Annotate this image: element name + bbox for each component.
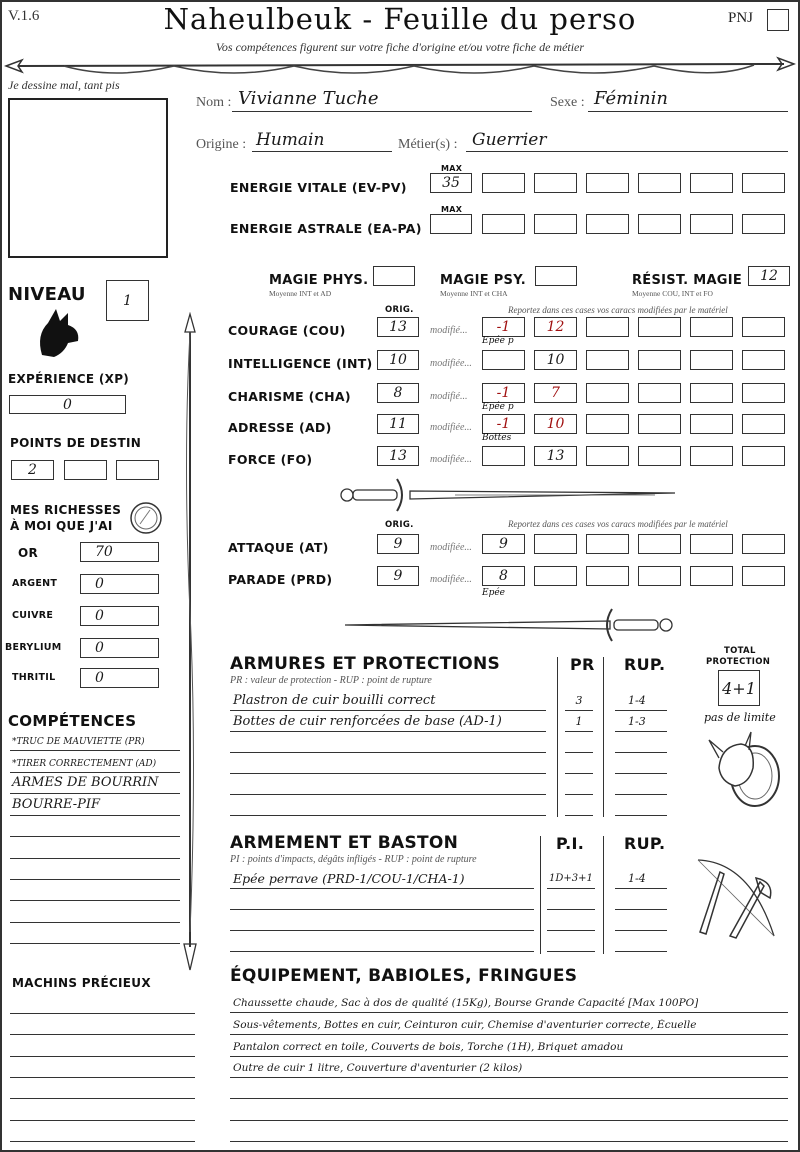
armor-pr-line xyxy=(565,815,593,816)
combat-extra-box[interactable] xyxy=(534,566,577,586)
richesses-label-1: MES RICHESSES xyxy=(10,503,122,517)
competence-line xyxy=(10,879,180,880)
stat-modifier-box[interactable] xyxy=(482,350,525,370)
ea-label: ENERGIE ASTRALE (EA-PA) xyxy=(230,221,422,236)
total-protection-label-2: PROTECTION xyxy=(706,657,771,667)
armor-line xyxy=(230,794,546,795)
ea-tracker-box[interactable] xyxy=(482,214,525,234)
stat-modifier-note: Epée p xyxy=(482,402,514,412)
machins-line xyxy=(10,1120,195,1121)
magie-phys-label: MAGIE PHYS. xyxy=(269,273,369,288)
origine-label: Origine : xyxy=(196,137,247,152)
page-subtitle: Vos compétences figurent sur votre fiche d'origine et/ou votre fiche de métier xyxy=(215,40,585,54)
stat-modified-value-box[interactable]: 13 xyxy=(534,446,577,466)
armor-rup-header: RUP. xyxy=(624,655,666,674)
ea-tracker-box[interactable] xyxy=(586,214,629,234)
origine-underline xyxy=(252,151,392,152)
competence-line xyxy=(10,772,180,773)
armor-rup-line xyxy=(615,794,667,795)
stat-orig-box[interactable]: 13 xyxy=(377,317,419,337)
total-protection-box[interactable]: 4+1 xyxy=(718,670,760,706)
xp-label: EXPÉRIENCE (XP) xyxy=(8,372,130,386)
magie-phys-sub: Moyenne INT et AD xyxy=(269,289,332,298)
portrait-box[interactable] xyxy=(8,98,168,258)
nom-underline xyxy=(232,111,532,112)
money-label: ARGENT xyxy=(12,578,58,589)
armor-rup-line xyxy=(615,752,667,753)
competence-line xyxy=(10,793,180,794)
combat-modified-box[interactable]: 8 xyxy=(482,566,525,586)
competences-label: COMPÉTENCES xyxy=(8,712,137,730)
armor-item-name[interactable]: Plastron de cuir bouilli correct xyxy=(233,693,436,708)
armor-rup-line xyxy=(615,815,667,816)
combat-extra-box[interactable] xyxy=(742,566,785,586)
stat-extra-box[interactable] xyxy=(586,350,629,370)
armor-divider-1 xyxy=(557,657,558,817)
ea-tracker-box[interactable] xyxy=(638,214,681,234)
armor-pr-line xyxy=(565,710,593,711)
destin-box-1[interactable]: 2 xyxy=(11,460,54,480)
combat-modified-box[interactable]: 9 xyxy=(482,534,525,554)
equipment-title: ÉQUIPEMENT, BABIOLES, FRINGUES xyxy=(230,966,578,986)
stat-modified-value-box[interactable]: 7 xyxy=(534,383,577,403)
stat-extra-box[interactable] xyxy=(638,383,681,403)
ev-label: ENERGIE VITALE (EV-PV) xyxy=(230,180,407,195)
richesses-label-2: À MOI QUE J'AI xyxy=(10,519,113,533)
combat-extra-box[interactable] xyxy=(690,566,733,586)
weapon-item-pi[interactable]: 1D+3+1 xyxy=(549,873,593,884)
equipment-item[interactable]: Chaussette chaude, Sac à dos de qualité (15Kg), Bourse Grande Capacité [Max 100PO] xyxy=(233,997,699,1009)
equipment-item[interactable]: Sous-vêtements, Bottes en cuir, Ceinturon cuir, Chemise d'aventurier correcte, Écuelle xyxy=(233,1019,697,1031)
machins-line xyxy=(10,1034,195,1035)
magie-phys-box[interactable] xyxy=(373,266,415,286)
stat-extra-box[interactable] xyxy=(690,446,733,466)
combat-label: ATTAQUE (AT) xyxy=(228,540,329,555)
stat-extra-box[interactable] xyxy=(742,446,785,466)
ea-tracker-box[interactable] xyxy=(534,214,577,234)
stat-modified-value-box[interactable]: 10 xyxy=(534,350,577,370)
dragon-icon xyxy=(34,305,84,360)
stat-extra-box[interactable] xyxy=(638,350,681,370)
stat-extra-box[interactable] xyxy=(690,383,733,403)
resist-magie-sub: Moyenne COU, INT et FO xyxy=(632,289,713,298)
ea-tracker-box[interactable] xyxy=(742,214,785,234)
magie-psy-label: MAGIE PSY. xyxy=(440,273,527,288)
armor-item-pr[interactable]: 1 xyxy=(575,715,583,728)
ea-max-box[interactable] xyxy=(430,214,472,234)
stat-orig-box[interactable]: 11 xyxy=(377,414,419,434)
weapons-divider-2 xyxy=(603,836,604,954)
destin-box-2[interactable] xyxy=(64,460,107,480)
stat-extra-box[interactable] xyxy=(586,414,629,434)
armor-pr-header: PR xyxy=(570,655,595,674)
stat-label: CHARISME (CHA) xyxy=(228,389,351,404)
combat-extra-box[interactable] xyxy=(638,566,681,586)
money-value-box[interactable]: 0 xyxy=(80,638,159,658)
pnj-label: PNJ xyxy=(728,10,754,26)
stat-modified-label: modifiée... xyxy=(430,358,472,369)
machins-line xyxy=(10,1141,195,1142)
stat-extra-box[interactable] xyxy=(742,317,785,337)
helmet-shield-icon xyxy=(705,728,785,813)
stat-modifier-box[interactable]: -1 xyxy=(482,383,525,403)
armor-title: ARMURES ET PROTECTIONS xyxy=(230,654,501,674)
weapons-title: ARMEMENT ET BASTON xyxy=(230,833,459,853)
combat-orig-box[interactable]: 9 xyxy=(377,534,419,554)
stat-modifier-note: Bottes xyxy=(482,433,512,443)
stat-extra-box[interactable] xyxy=(742,383,785,403)
weapon-rup-line xyxy=(615,951,667,952)
sexe-underline xyxy=(588,111,788,112)
combat-extra-box[interactable] xyxy=(690,534,733,554)
stat-orig-box[interactable]: 8 xyxy=(377,383,419,403)
armor-pr-line xyxy=(565,773,593,774)
ev-max-label: MAX xyxy=(441,164,463,173)
magie-psy-box[interactable] xyxy=(535,266,577,286)
armor-rup-line xyxy=(615,731,667,732)
ev-tracker-box[interactable] xyxy=(482,173,525,193)
equipment-line xyxy=(230,1120,788,1121)
metier-label: Métier(s) : xyxy=(398,137,458,152)
stat-extra-box[interactable] xyxy=(638,317,681,337)
machins-line xyxy=(10,1098,195,1099)
weapon-pi-line xyxy=(547,930,595,931)
limit-note: pas de limite xyxy=(704,711,776,724)
weapon-rup-line xyxy=(615,930,667,931)
weapon-pi-line xyxy=(547,888,595,889)
stats-orig-label: ORIG. xyxy=(385,305,414,315)
sword-icon xyxy=(335,475,685,515)
stat-extra-box[interactable] xyxy=(638,446,681,466)
equipment-line xyxy=(230,1012,788,1013)
weapon-item-rup[interactable]: 1-4 xyxy=(628,872,646,885)
equipment-line xyxy=(230,1141,788,1142)
money-value-box[interactable]: 70 xyxy=(80,542,159,562)
sexe-field[interactable]: Féminin xyxy=(594,88,668,109)
machins-line xyxy=(10,1013,195,1014)
armor-rup-line xyxy=(615,773,667,774)
stat-label: INTELLIGENCE (INT) xyxy=(228,356,373,371)
pnj-checkbox[interactable] xyxy=(767,9,789,31)
combat-extra-box[interactable] xyxy=(586,566,629,586)
weapon-line xyxy=(230,951,534,952)
weapon-line xyxy=(230,909,534,910)
stat-extra-box[interactable] xyxy=(638,414,681,434)
combat-modified-label: modifiée... xyxy=(430,542,472,553)
resist-magie-box[interactable]: 12 xyxy=(748,266,790,286)
equipment-line xyxy=(230,1034,788,1035)
armor-line xyxy=(230,773,546,774)
competence-line xyxy=(10,815,180,816)
ev-tracker-box[interactable] xyxy=(586,173,629,193)
competence-item[interactable]: BOURRE-PIF xyxy=(12,797,101,812)
combat-extra-box[interactable] xyxy=(586,534,629,554)
combat-modified-label: modifiée... xyxy=(430,574,472,585)
nom-field[interactable]: Vivianne Tuche xyxy=(238,88,379,109)
armor-pr-line xyxy=(565,752,593,753)
weapons-divider-1 xyxy=(540,836,541,954)
spear-icon xyxy=(180,312,200,972)
weapon-line xyxy=(230,888,534,889)
money-label: BERYLIUM xyxy=(5,642,62,653)
armor-rup-line xyxy=(615,710,667,711)
equipment-item[interactable]: Outre de cuir 1 litre, Couverture d'aventurier (2 kilos) xyxy=(233,1062,523,1074)
money-value-box[interactable]: 0 xyxy=(80,574,159,594)
stat-modified-label: modifiée... xyxy=(430,454,472,465)
portrait-caption: Je dessine mal, tant pis xyxy=(8,78,120,92)
stat-modifier-box[interactable] xyxy=(482,446,525,466)
ea-tracker-box[interactable] xyxy=(690,214,733,234)
crossed-weapons-icon xyxy=(690,852,780,942)
ea-max-label: MAX xyxy=(441,205,463,214)
competence-line xyxy=(10,943,180,944)
competence-line xyxy=(10,922,180,923)
stat-extra-box[interactable] xyxy=(742,414,785,434)
sword-icon xyxy=(340,605,690,645)
destin-label: POINTS DE DESTIN xyxy=(10,436,142,450)
equipment-line xyxy=(230,1056,788,1057)
armor-item-pr[interactable]: 3 xyxy=(575,694,583,707)
armor-item-rup[interactable]: 1-3 xyxy=(628,715,646,728)
ev-tracker-box[interactable] xyxy=(690,173,733,193)
equipment-line xyxy=(230,1098,788,1099)
coin-icon xyxy=(128,500,164,536)
armor-divider-2 xyxy=(603,657,604,817)
weapons-subtitle: PI : points d'impacts, dégâts infligés - RUP : point de rupture xyxy=(230,854,477,865)
stat-modified-label: modifié... xyxy=(430,325,468,336)
niveau-label: NIVEAU xyxy=(8,284,86,305)
weapons-rup-header: RUP. xyxy=(624,834,666,853)
nom-label: Nom : xyxy=(196,95,232,110)
weapons-pi-header: P.I. xyxy=(556,834,585,853)
total-protection-label-1: TOTAL xyxy=(724,646,756,656)
resist-magie-label: RÉSIST. MAGIE xyxy=(632,273,743,288)
competence-line xyxy=(10,900,180,901)
combat-extra-box[interactable] xyxy=(638,534,681,554)
weapon-item-name[interactable]: Epée perrave (PRD-1/COU-1/CHA-1) xyxy=(233,871,465,886)
stat-modified-value-box[interactable]: 12 xyxy=(534,317,577,337)
arrow-banner-icon xyxy=(4,56,796,80)
ev-tracker-box[interactable] xyxy=(638,173,681,193)
armor-line xyxy=(230,752,546,753)
stat-modified-value-box[interactable]: 10 xyxy=(534,414,577,434)
weapon-pi-line xyxy=(547,909,595,910)
money-label: THRITIL xyxy=(12,672,56,683)
combat-modifier-note: Epée xyxy=(482,588,505,598)
page-title: Naheulbeuk - Feuille du perso xyxy=(163,2,637,36)
money-label: OR xyxy=(18,546,39,560)
armor-subtitle: PR : valeur de protection - RUP : point de rupture xyxy=(230,675,432,686)
xp-box[interactable]: 0 xyxy=(9,395,126,414)
ev-tracker-box[interactable] xyxy=(534,173,577,193)
stat-label: FORCE (FO) xyxy=(228,452,313,467)
combat-orig-box[interactable]: 9 xyxy=(377,566,419,586)
weapon-line xyxy=(230,930,534,931)
armor-item-name[interactable]: Bottes de cuir renforcées de base (AD-1) xyxy=(233,714,502,729)
armor-item-rup[interactable]: 1-4 xyxy=(628,694,646,707)
stat-modifier-box[interactable]: -1 xyxy=(482,414,525,434)
sexe-label: Sexe : xyxy=(550,95,585,110)
ev-tracker-box[interactable] xyxy=(742,173,785,193)
magie-psy-sub: Moyenne INT et CHA xyxy=(440,289,508,298)
version-label: V.1.6 xyxy=(8,8,40,24)
origine-field[interactable]: Humain xyxy=(256,130,325,150)
combat-report-note: Reportez dans ces cases vos caracs modifiées par le matériel xyxy=(508,519,728,529)
equipment-item[interactable]: Pantalon correct en toile, Couverts de bois, Torche (1H), Briquet amadou xyxy=(233,1041,624,1053)
money-value-box[interactable]: 0 xyxy=(80,668,159,688)
stat-modifier-note: Epée p xyxy=(482,336,514,346)
combat-orig-label: ORIG. xyxy=(385,520,414,530)
stat-extra-box[interactable] xyxy=(586,446,629,466)
stat-extra-box[interactable] xyxy=(690,414,733,434)
stat-modifier-box[interactable]: -1 xyxy=(482,317,525,337)
weapon-rup-line xyxy=(615,888,667,889)
stat-modified-label: modifié... xyxy=(430,391,468,402)
stat-extra-box[interactable] xyxy=(742,350,785,370)
combat-extra-box[interactable] xyxy=(534,534,577,554)
equipment-line xyxy=(230,1077,788,1078)
weapon-pi-line xyxy=(547,951,595,952)
stat-extra-box[interactable] xyxy=(586,383,629,403)
weapon-rup-line xyxy=(615,909,667,910)
machins-line xyxy=(10,1056,195,1057)
competence-item[interactable]: *TIRER CORRECTEMENT (AD) xyxy=(12,759,157,769)
competence-item[interactable]: ARMES DE BOURRIN xyxy=(12,775,159,790)
stat-modified-label: modifiée... xyxy=(430,422,472,433)
money-label: CUIVRE xyxy=(12,610,54,621)
armor-line xyxy=(230,815,546,816)
competence-line xyxy=(10,750,180,751)
armor-line xyxy=(230,710,546,711)
machins-line xyxy=(10,1077,195,1078)
metier-field[interactable]: Guerrier xyxy=(472,130,547,150)
combat-extra-box[interactable] xyxy=(742,534,785,554)
ev-max-box[interactable]: 35 xyxy=(430,173,472,193)
money-value-box[interactable]: 0 xyxy=(80,606,159,626)
competence-line xyxy=(10,836,180,837)
armor-pr-line xyxy=(565,794,593,795)
competence-line xyxy=(10,858,180,859)
armor-line xyxy=(230,731,546,732)
stat-label: COURAGE (COU) xyxy=(228,323,346,338)
armor-pr-line xyxy=(565,731,593,732)
stat-extra-box[interactable] xyxy=(586,317,629,337)
destin-box-3[interactable] xyxy=(116,460,159,480)
niveau-box[interactable]: 1 xyxy=(106,280,149,321)
stats-report-note: Reportez dans ces cases vos caracs modifiées par le matériel xyxy=(508,305,728,315)
stat-extra-box[interactable] xyxy=(690,317,733,337)
machins-precieux-label: MACHINS PRÉCIEUX xyxy=(12,976,151,990)
metier-underline xyxy=(466,151,788,152)
stat-orig-box[interactable]: 10 xyxy=(377,350,419,370)
competence-item[interactable]: *TRUC DE MAUVIETTE (PR) xyxy=(12,737,145,747)
combat-label: PARADE (PRD) xyxy=(228,572,333,587)
stat-orig-box[interactable]: 13 xyxy=(377,446,419,466)
stat-label: ADRESSE (AD) xyxy=(228,420,332,435)
stat-extra-box[interactable] xyxy=(690,350,733,370)
